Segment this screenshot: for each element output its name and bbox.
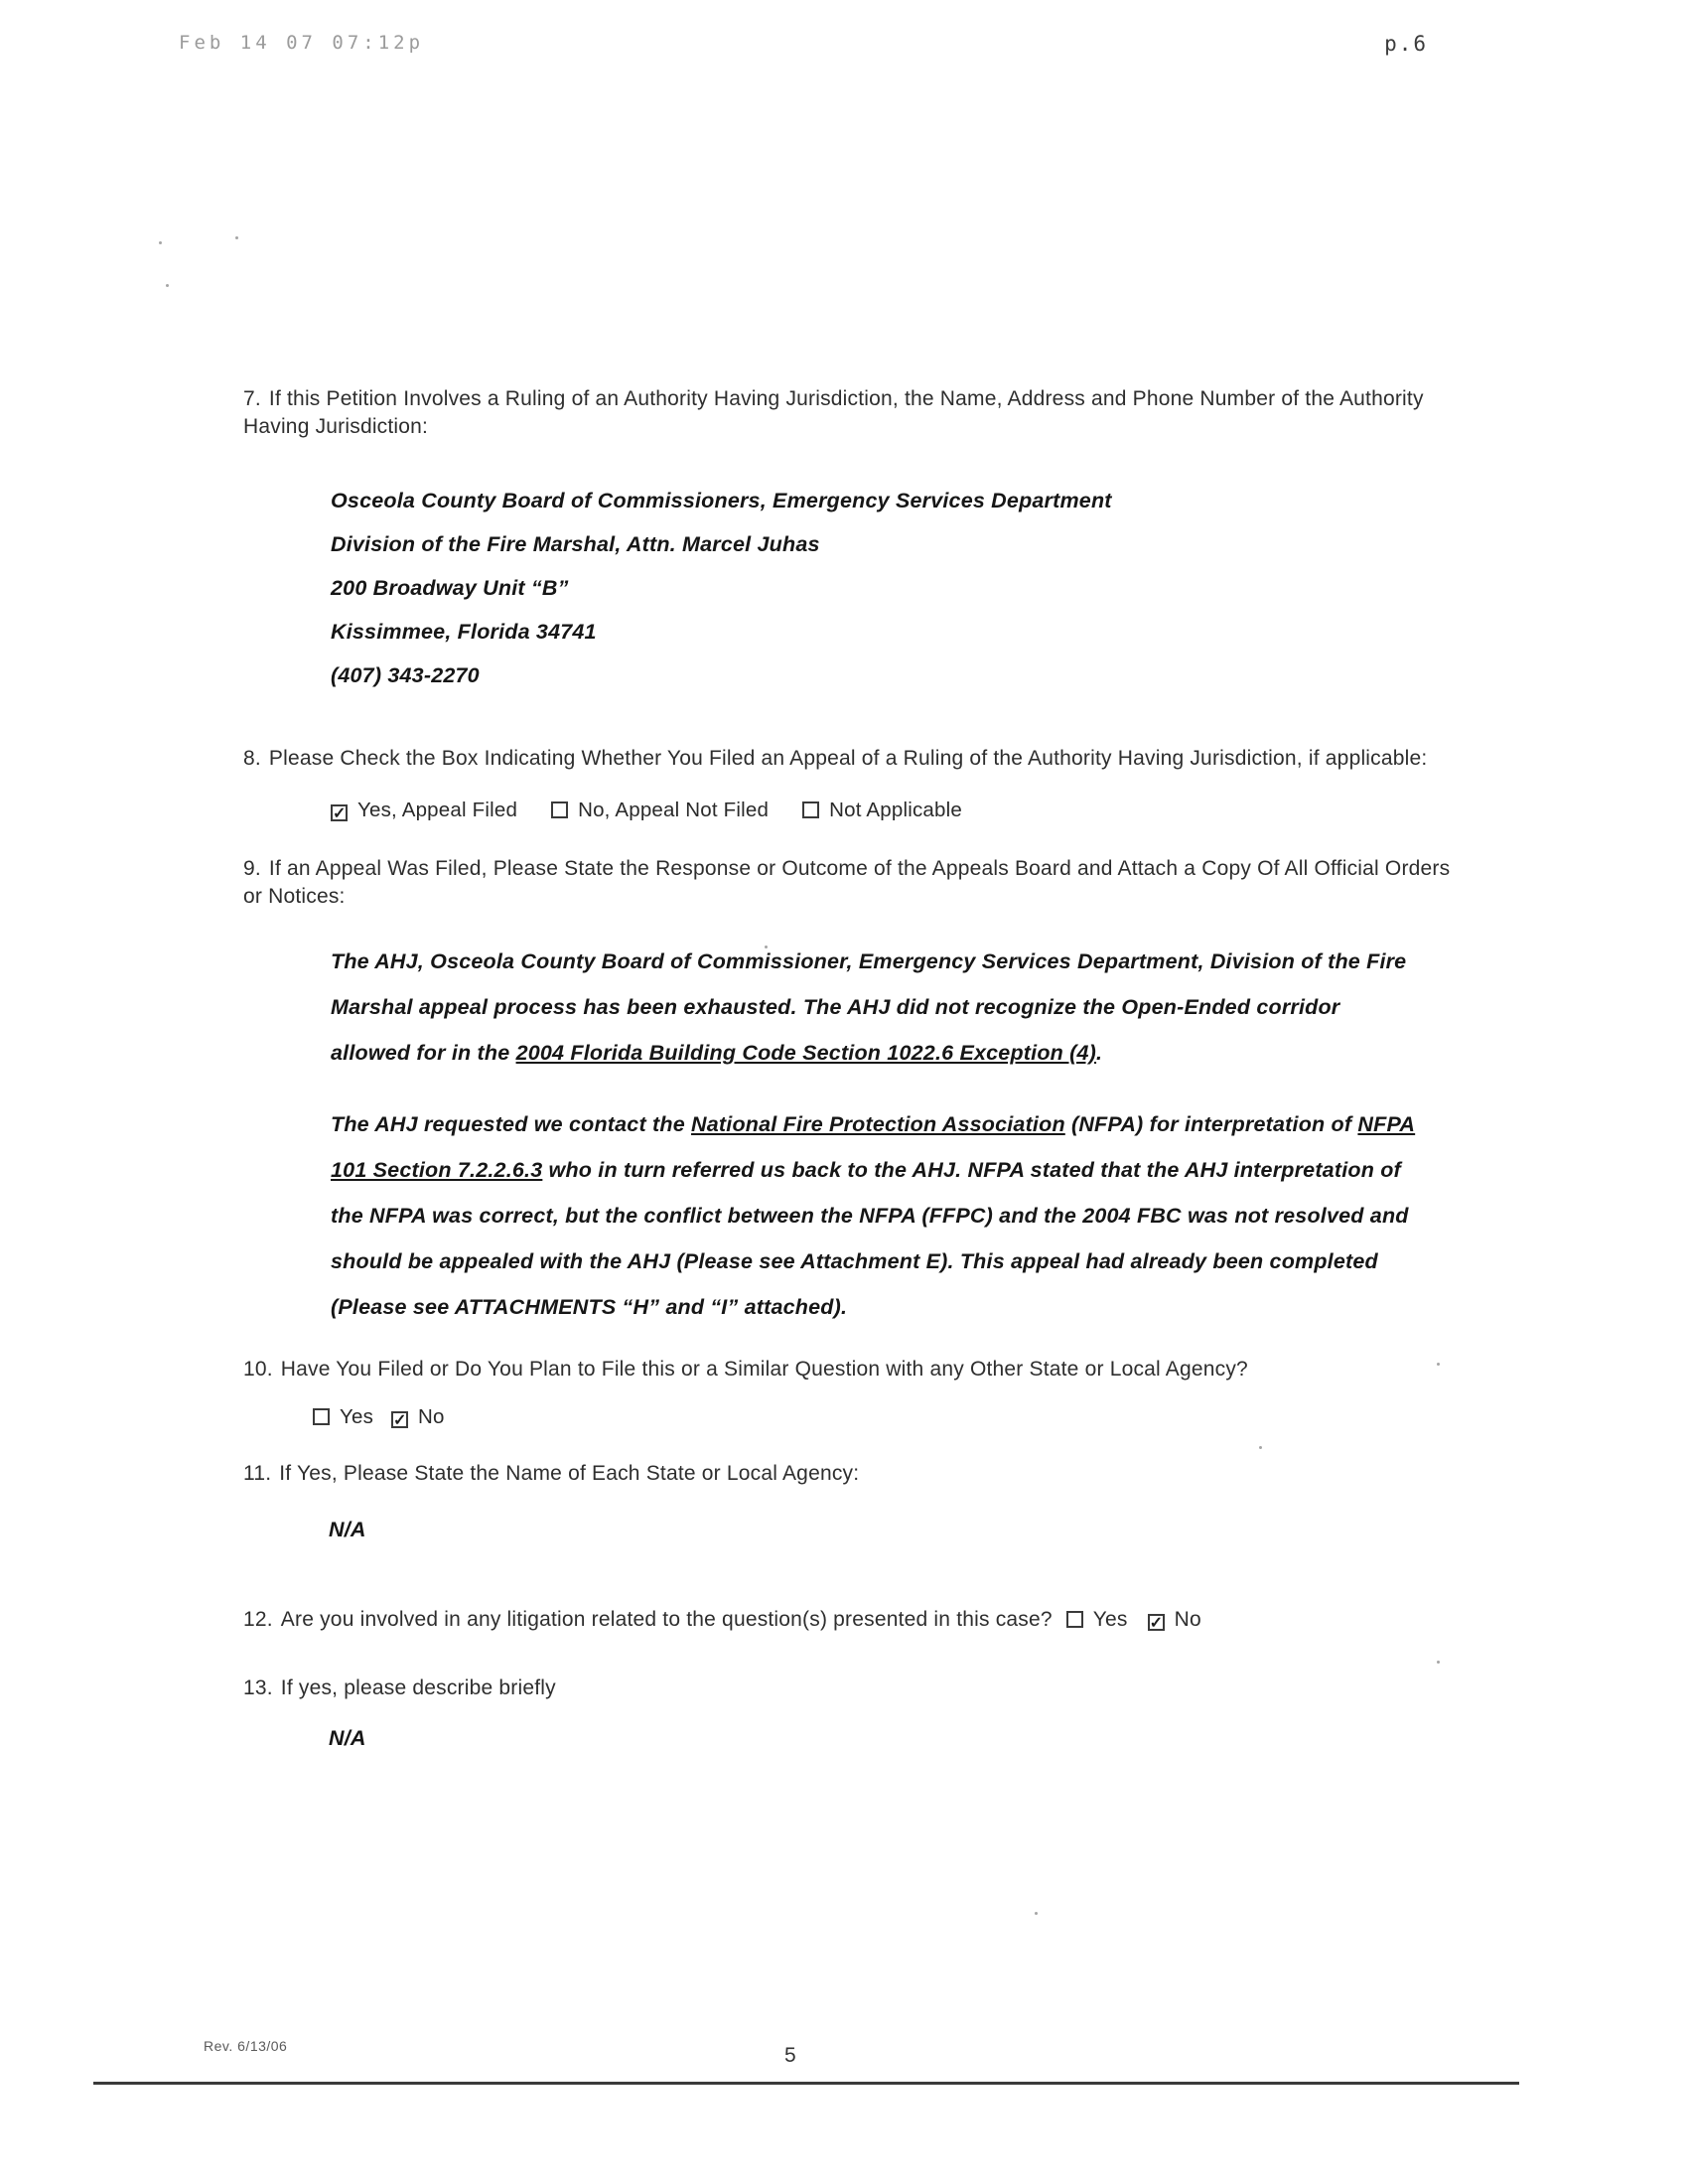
question-10-options bbox=[313, 1403, 1455, 1430]
answer-underlined-citation: 2004 Florida Building Code Section 1022.6 Exception (4) bbox=[515, 1040, 1097, 1065]
scan-speck bbox=[765, 946, 768, 948]
question-8-text: Please Check the Box Indicating Whether You Filed an Appeal of a Ruling of the Authority Having Jurisdiction, if applicable: bbox=[268, 746, 1428, 770]
question-13-number: 13. bbox=[243, 1676, 273, 1700]
question-11-answer: N/A bbox=[329, 1517, 366, 1541]
checkbox-label-no: No bbox=[418, 1404, 445, 1428]
question-12-number: 12. bbox=[243, 1607, 273, 1631]
question-9-answer-paragraph-2 bbox=[331, 1101, 1423, 1330]
scan-speck bbox=[1437, 1661, 1440, 1664]
fax-header bbox=[0, 0, 1688, 56]
revision-label: Rev. 6/13/06 bbox=[204, 2038, 288, 2054]
checkbox-no bbox=[391, 1411, 408, 1428]
question-12-text: Are you involved in any litigation related to the question(s) presented in this case? bbox=[280, 1607, 1053, 1631]
page-bottom-rule bbox=[93, 2082, 1519, 2085]
question-13-answer: N/A bbox=[329, 1726, 366, 1751]
question-8 bbox=[243, 745, 1455, 773]
fax-timestamp: Feb 14 07 07:12p bbox=[179, 32, 425, 54]
checkbox-no-appeal-not-filed bbox=[551, 801, 568, 818]
answer-text-segment: The AHJ, Osceola County Board of Commissioner, Emergency Services Department, Division of the Fire Marshal appeal process has been exhausted. The AHJ did not recognize the Open-Ended corridor allowed for in the bbox=[331, 948, 1407, 1065]
question-7-number: 7. bbox=[243, 387, 261, 410]
answer-text-segment: The AHJ requested we contact the bbox=[331, 1111, 692, 1136]
question-11-text: If Yes, Please State the Name of Each State or Local Agency: bbox=[279, 1462, 860, 1486]
scan-speck bbox=[166, 284, 169, 287]
question-11 bbox=[243, 1460, 1455, 1488]
checkbox-yes bbox=[1066, 1611, 1083, 1628]
checkbox-label-not-applicable: Not Applicable bbox=[829, 798, 962, 821]
question-7-answer-address bbox=[331, 479, 1455, 697]
checkbox-label-no: No bbox=[1174, 1607, 1201, 1631]
fax-page-label: p.6 bbox=[1384, 32, 1428, 56]
answer-text-segment: (NFPA) for interpretation of bbox=[1064, 1111, 1358, 1136]
checkbox-label-yes: Yes bbox=[1092, 1607, 1128, 1631]
address-line-city: Kissimmee, Florida 34741 bbox=[331, 619, 597, 644]
address-line-phone: (407) 343-2270 bbox=[331, 662, 480, 687]
question-8-number: 8. bbox=[243, 746, 261, 770]
address-line-division: Division of the Fire Marshal, Attn. Marcel Juhas bbox=[331, 531, 820, 556]
checkbox-label-yes: Yes bbox=[340, 1404, 374, 1428]
question-8-options bbox=[331, 797, 1455, 823]
question-10 bbox=[243, 1356, 1455, 1383]
answer-text-segment: who in turn referred us back to the AHJ. NFPA stated that the AHJ interpretation of the NFPA was correct, but the conflict between the NFPA (FFPC) and the 2004 FBC was not resolved and should be appealed with the AHJ (Please see Attachment E). This appeal had already been completed (Please see ATTACHMENTS “H” and “I” attached). bbox=[331, 1157, 1409, 1319]
answer-text-segment: . bbox=[1096, 1040, 1103, 1065]
address-line-organization: Osceola County Board of Commissioners, Emergency Services Department bbox=[331, 488, 1112, 512]
question-9-number: 9. bbox=[243, 857, 261, 881]
question-7-text: If this Petition Involves a Ruling of an Authority Having Jurisdiction, the Name, Address and Phone Number of the Authority Having Jurisdiction: bbox=[243, 387, 1424, 438]
address-line-street: 200 Broadway Unit “B” bbox=[331, 575, 569, 600]
question-9-text: If an Appeal Was Filed, Please State the Response or Outcome of the Appeals Board and Attach a Copy Of All Official Orders or Notices: bbox=[243, 857, 1451, 908]
question-7 bbox=[243, 385, 1455, 441]
scan-speck bbox=[235, 236, 238, 239]
checkbox-label-no-appeal-not-filed: No, Appeal Not Filed bbox=[578, 798, 770, 821]
answer-underlined-code-section: NFPA 101 Section 7.2.2.6.3 bbox=[331, 1111, 1416, 1182]
check-icon: ✓ bbox=[1149, 1614, 1164, 1632]
question-12-options bbox=[1066, 1608, 1201, 1631]
answer-underlined-organization: National Fire Protection Association bbox=[691, 1111, 1065, 1136]
checkbox-yes bbox=[313, 1408, 330, 1425]
page-number: 5 bbox=[784, 2044, 796, 2067]
question-11-number: 11. bbox=[243, 1462, 272, 1486]
checkbox-label-yes-appeal-filed: Yes, Appeal Filed bbox=[357, 798, 518, 821]
check-icon: ✓ bbox=[333, 804, 347, 822]
scan-speck bbox=[159, 241, 162, 244]
question-13 bbox=[243, 1674, 1455, 1702]
checkbox-no bbox=[1148, 1614, 1165, 1631]
scan-speck bbox=[1437, 1363, 1440, 1366]
checkbox-not-applicable bbox=[802, 801, 819, 818]
question-12 bbox=[243, 1606, 1455, 1634]
scan-speck bbox=[1035, 1912, 1038, 1915]
question-9 bbox=[243, 855, 1455, 911]
scan-speck bbox=[1259, 1446, 1262, 1449]
check-icon: ✓ bbox=[393, 1411, 407, 1429]
question-9-answer-paragraph-1 bbox=[331, 939, 1423, 1076]
petition-form-content bbox=[243, 385, 1455, 1753]
checkbox-yes-appeal-filed bbox=[331, 804, 348, 821]
question-13-text: If yes, please describe briefly bbox=[280, 1676, 556, 1700]
question-10-text: Have You Filed or Do You Plan to File this or a Similar Question with any Other State or Local Agency? bbox=[280, 1357, 1248, 1381]
question-10-number: 10. bbox=[243, 1357, 273, 1381]
